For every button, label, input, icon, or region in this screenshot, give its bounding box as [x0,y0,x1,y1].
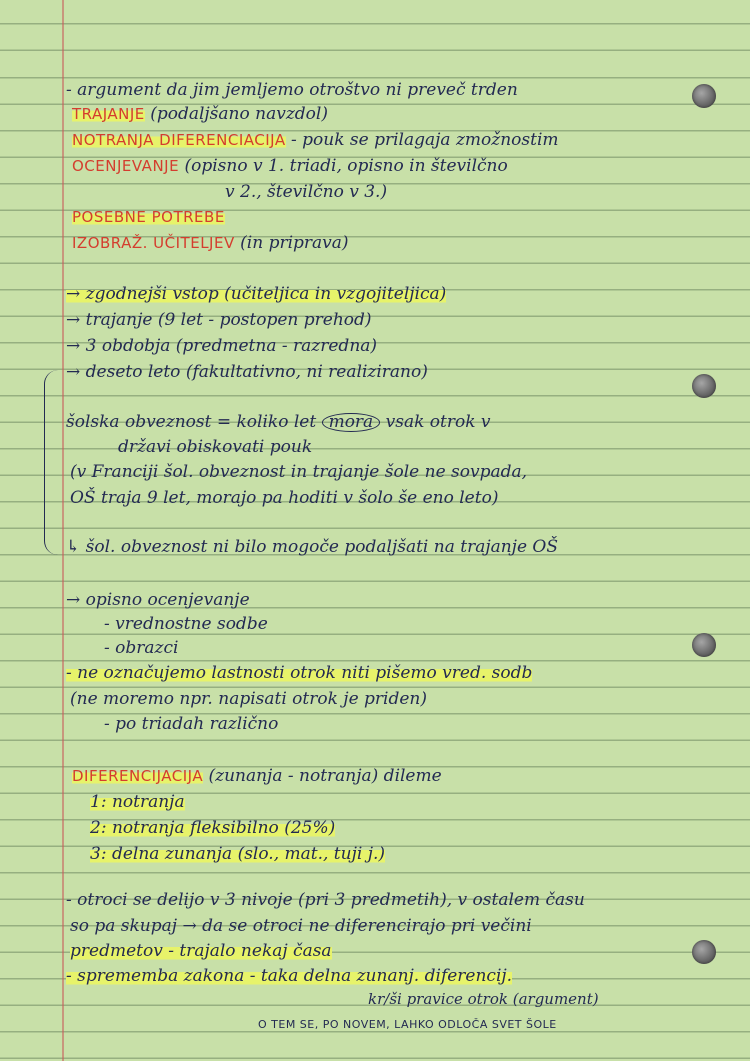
note-line [90,818,335,838]
note-text: - obrazci [104,638,179,658]
note-line [66,890,585,910]
note-text: → opisno ocenjevanje [66,590,250,610]
heading-text: NOTRANJA DIFERENCIACIJA [72,131,286,149]
note-text: kr/ši pravice otrok (argument) [368,990,599,1008]
binder-hole [692,940,716,964]
note-line [70,941,332,961]
note-line [72,766,442,786]
note-line [104,638,178,658]
note-line [72,104,328,124]
note-line [66,966,512,986]
note-line [66,537,558,557]
note-line [66,412,491,432]
note-text: vsak otrok v [385,412,491,432]
note-text: šolska obveznost = koliko let [66,412,317,432]
note-text: - argument da jim jemljemo otroštvo ni preveč trden [66,80,518,100]
note-text: (opisno v 1. triadi, opisno in številčno [184,156,508,176]
note-line [90,844,385,864]
note-text: so pa skupaj → da se otroci ne diferencirajo pri večini [70,916,532,936]
note-line [70,916,532,936]
note-line [66,362,428,382]
note-text: - ne označujemo lastnosti otrok niti pišemo vred. sodb [66,663,533,683]
note-line [225,182,387,202]
note-line [70,488,498,508]
binder-hole [692,633,716,657]
note-text: 2: notranja fleksibilno (25%) [90,818,336,838]
note-text: → deseto leto (fakultativno, ni realizirano) [66,362,428,382]
heading-text: TRAJANJE [72,105,145,123]
note-line [72,156,508,176]
note-line [66,80,518,100]
note-text: (in priprava) [240,233,349,253]
note-text: 1: notranja [90,792,185,812]
heading-text: DIFERENCIJACIJA [72,767,204,785]
note-text: ↳ šol. obveznost ni bilo mogoče podaljšati na trajanje OŠ [66,537,559,557]
note-text: - vrednostne sodbe [104,614,268,634]
note-text: v 2., številčno v 3.) [225,182,388,202]
note-line [258,1018,557,1031]
note-text: O TEM SE, PO NOVEM, LAHKO ODLOČA SVET ŠOLE [258,1018,557,1031]
note-line [66,284,446,304]
note-text: 3: delna zunanja (slo., mat., tuji j.) [90,844,386,864]
note-text: - otroci se delijo v 3 nivoje (pri 3 predmetih), v ostalem času [66,890,585,910]
note-line [66,310,372,330]
note-text: - pouk se prilagaja zmožnostim [291,130,559,150]
note-text: - po triadah različno [104,714,279,734]
note-text: (podaljšano navzdol) [150,104,328,124]
note-text: (zunanja - notranja) dileme [208,766,442,786]
binder-hole [692,374,716,398]
note-line [70,689,427,709]
note-line [72,130,559,150]
note-text: predmetov - trajalo nekaj časa [70,941,332,961]
margin-line [62,0,64,1061]
note-line [118,437,312,457]
note-text: (ne moremo npr. napisati otrok je priden) [70,689,428,709]
note-text: OŠ traja 9 let, morajo pa hoditi v šolo še eno leto) [70,488,499,508]
note-text: → 3 obdobja (predmetna - razredna) [66,336,378,356]
note-line [70,462,527,482]
note-line [72,233,349,253]
note-line [368,990,599,1008]
curly-bracket [44,370,59,555]
note-text: → trajanje (9 let - postopen prehod) [66,310,372,330]
note-text: - sprememba zakona - taka delna zunanj. diferencij. [66,966,513,986]
note-line [104,714,278,734]
heading-text: IZOBRAŽ. UČITELJEV [72,234,235,252]
note-line [90,792,185,812]
binder-hole [692,84,716,108]
note-text: (v Franciji šol. obveznost in trajanje šole ne sovpada, [70,462,528,482]
circled-word: mora [322,413,381,432]
note-line [104,614,268,634]
heading-text: OCENJEVANJE [72,157,180,175]
note-text: državi obiskovati pouk [118,437,313,457]
note-line [66,663,532,683]
note-line [66,336,377,356]
note-line [66,590,250,610]
heading-text: POSEBNE POTREBE [72,208,225,226]
note-line [72,207,225,227]
note-text: → zgodnejši vstop (učiteljica in vzgojiteljica) [66,284,447,304]
